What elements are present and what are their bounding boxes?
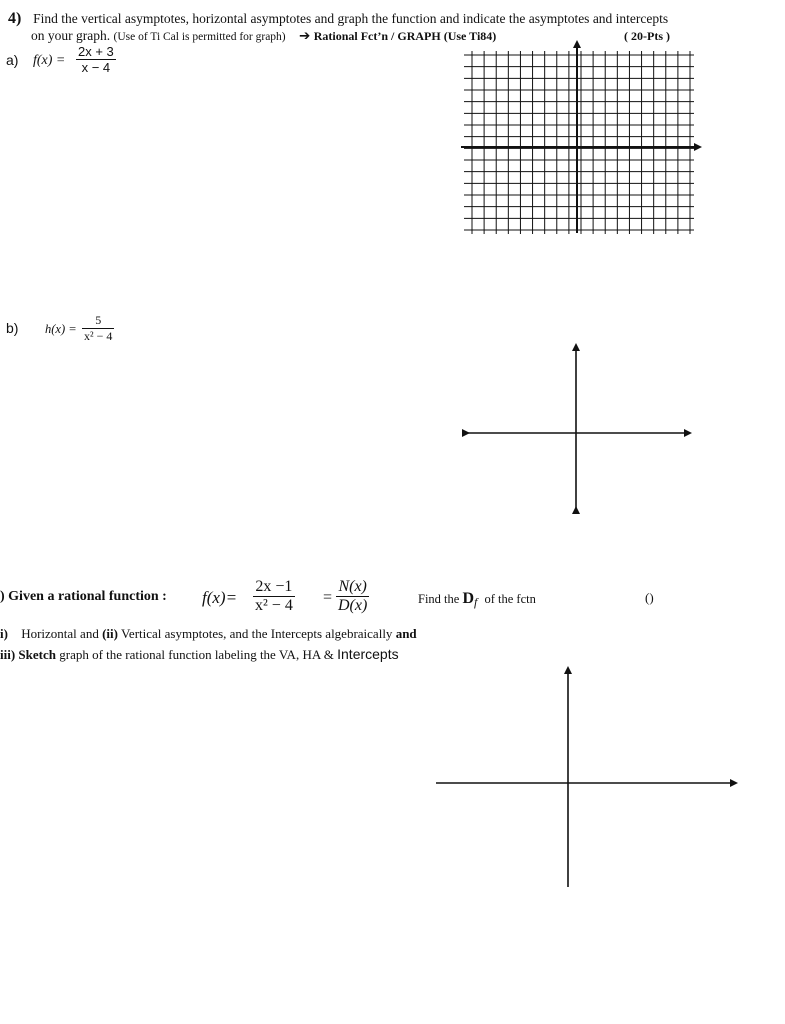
domain-symbol: D [462,590,475,607]
part-c-equals: = [323,589,333,606]
domain-subscript: f [474,595,478,609]
part-b-label: b) [6,320,19,336]
problem-number: 4) [8,10,22,27]
find-prefix: Find the [418,592,460,606]
part-b-numerator: 5 [95,313,102,327]
part-c-denominator: x² − 4 [255,597,293,614]
part-c-lhs: f(x)= [202,588,238,607]
task2-bold: Sketch [18,647,56,662]
task1-text: Horizontal and [21,626,99,641]
task1-and: and [395,626,417,641]
task1-ii: (ii) [102,626,118,641]
part-c-nx: N(x) [338,578,367,595]
task2-label: iii) [0,647,16,662]
part-c-dx: D(x) [338,597,368,614]
part-a-lhs: f(x) = [33,53,66,68]
task1-rest: Vertical asymptotes, and the Intercepts algebraically [120,626,393,641]
problem-instructions: Find the vertical asymptotes, horizontal asymptotes and graph the function and indicate the asymptotes and intercepts [33,11,669,26]
part-a-label: a) [6,52,19,68]
part-a-denominator: x − 4 [76,59,116,75]
part-a-numerator: 2x + 3 [78,44,114,59]
part-c-trailing-parens: () [645,590,654,605]
task1-label: i) [0,626,8,641]
arrow-icon: ➔ [299,28,311,43]
points-label: ( 20-Pts ) [624,29,670,43]
task2-text: graph of the rational function labeling the VA, HA & [59,647,334,662]
problem-line2-text: on your graph. [31,28,111,43]
graph-a-grid [464,51,694,234]
part-b-lhs: h(x) = [45,322,77,336]
topic-label: Rational Fct’n / GRAPH (Use Ti84) [313,29,497,43]
find-suffix: of the fctn [484,592,536,606]
task2-end: Intercepts [337,646,399,662]
part-c-intro: ) Given a rational function : [0,589,167,604]
calculator-note: (Use of Ti Cal is permitted for graph) [113,31,286,43]
part-b-denominator: x² − 4 [84,329,113,343]
part-c-numerator: 2x −1 [255,578,293,595]
